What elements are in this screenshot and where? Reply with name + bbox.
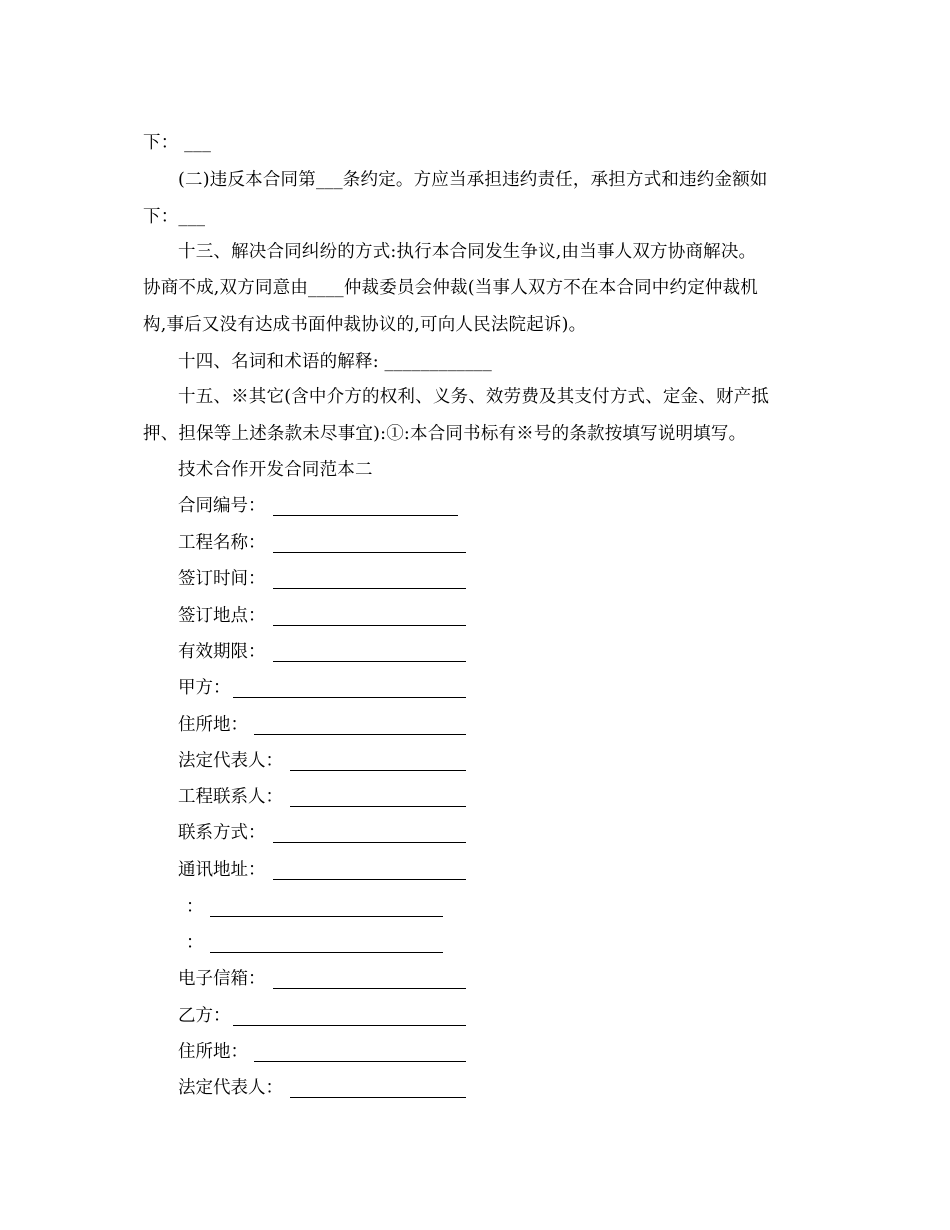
blank-line[interactable] (254, 734, 466, 735)
field-label: 签订时间： (178, 569, 266, 589)
blank-line[interactable] (290, 806, 466, 807)
field-party-b-legal-rep (178, 1076, 478, 1100)
field-party-a-legal-rep (178, 749, 478, 773)
field-label: 法定代表人： (178, 751, 283, 771)
field-label: 有效期限： (178, 642, 266, 662)
blank-line[interactable] (254, 1061, 466, 1062)
field-validity-period (178, 640, 478, 664)
blank-line[interactable] (233, 1025, 466, 1026)
text-line-1: 下： ___ (143, 133, 212, 153)
field-unlabeled-1 (186, 895, 466, 919)
text-line-6: 构,事后又没有达成书面仲裁协议的,可向人民法院起诉)。 (143, 315, 587, 335)
field-email (178, 967, 478, 991)
section-title: 技术合作开发合同范本二 (178, 460, 373, 480)
field-party-b-address (178, 1040, 478, 1064)
field-label: 工程名称： (178, 533, 266, 553)
field-party-a-address (178, 713, 478, 737)
blank-line[interactable] (273, 988, 466, 989)
field-mailing-address (178, 858, 478, 882)
blank-line[interactable] (210, 916, 443, 917)
blank-line[interactable] (273, 625, 466, 626)
field-label: 签订地点： (178, 606, 266, 626)
blank-line[interactable] (273, 842, 466, 843)
blank-line[interactable] (273, 515, 458, 516)
text-line-5: 协商不成,双方同意由____仲裁委员会仲裁(当事人双方不在本合同中约定仲裁机 (143, 278, 758, 298)
field-label: 电子信箱： (178, 969, 266, 989)
text-line-7: 十四、名词和术语的解释: ____________ (178, 352, 492, 372)
field-label: 住所地： (178, 715, 248, 735)
field-label: 乙方： (178, 1006, 231, 1026)
field-label: 法定代表人： (178, 1078, 283, 1098)
field-unlabeled-2 (186, 931, 466, 955)
field-project-contact (178, 785, 478, 809)
blank-line[interactable] (210, 952, 443, 953)
blank-line[interactable] (273, 552, 466, 553)
field-label: 甲方： (178, 678, 231, 698)
text-line-2: (二)违反本合同第___条约定。方应当承担违约责任，承担方式和违约金额如 (178, 170, 768, 190)
field-label: ： (186, 897, 204, 917)
field-contact-method (178, 821, 478, 845)
blank-line[interactable] (273, 588, 466, 589)
field-label: 联系方式： (178, 823, 266, 843)
blank-line[interactable] (290, 770, 466, 771)
blank-line[interactable] (273, 661, 466, 662)
blank-line[interactable] (233, 697, 466, 698)
field-label: 住所地： (178, 1042, 248, 1062)
blank-line[interactable] (273, 879, 466, 880)
field-sign-place (178, 604, 478, 628)
text-line-9: 押、担保等上述条款未尽事宜):①:本合同书标有※号的条款按填写说明填写。 (143, 424, 747, 444)
field-project-name (178, 531, 478, 555)
text-line-3: 下：___ (143, 207, 206, 227)
field-label: 合同编号： (178, 496, 266, 516)
field-party-a (178, 676, 478, 700)
text-line-4: 十三、解决合同纠纷的方式:执行本合同发生争议,由当事人双方协商解决。 (178, 242, 757, 262)
field-sign-date (178, 567, 478, 591)
field-label: 工程联系人： (178, 787, 283, 807)
field-label: ： (186, 933, 204, 953)
field-contract-number (178, 494, 478, 518)
blank-line[interactable] (290, 1097, 466, 1098)
field-party-b (178, 1004, 478, 1028)
field-label: 通讯地址： (178, 860, 266, 880)
text-line-8: 十五、※其它(含中介方的权利、义务、效劳费及其支付方式、定金、财产抵 (178, 387, 770, 407)
